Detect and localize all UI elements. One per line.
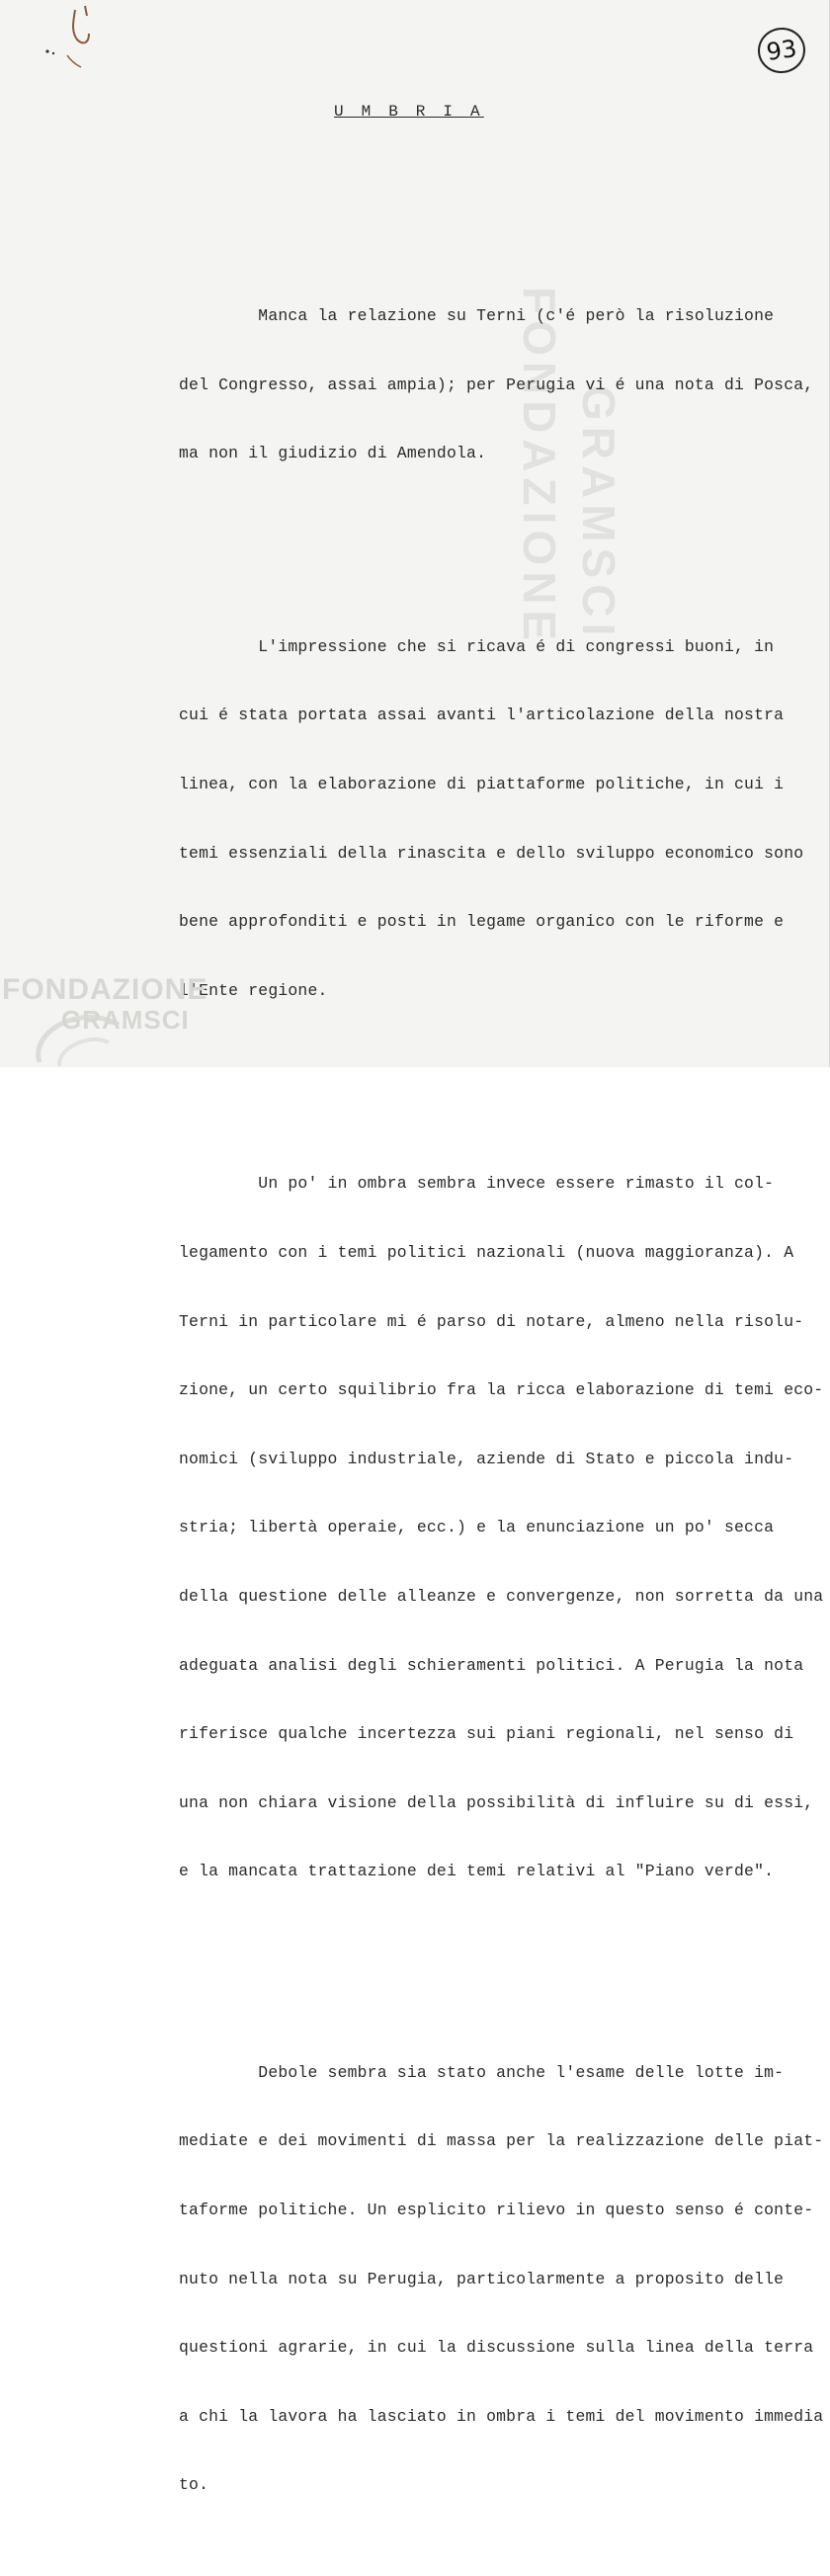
- text-line: Manca la relazione su Terni (c'é però la risoluzione: [179, 306, 775, 325]
- text-line: cui é stata portata assai avanti l'articolazione della nostra: [179, 706, 785, 725]
- page-number: 93: [764, 35, 799, 66]
- text-line: della questione delle alleanze e convergenze, non sorretta da una: [179, 1586, 824, 1606]
- text-line: linea, con la elaborazione di piattaforme politiche, in cui i: [179, 774, 785, 793]
- text-line: e la mancata trattazione dei temi relativi al "Piano verde".: [179, 1862, 775, 1881]
- text-line: l'Ente regione.: [179, 980, 328, 1000]
- text-line: nomici (sviluppo industriale, aziende di Stato e piccola indu-: [179, 1449, 794, 1468]
- text-line: riferisce qualche incertezza sui piani regionali, nel senso di: [179, 1724, 794, 1744]
- paragraph: [179, 2020, 824, 2538]
- paragraph: [179, 1130, 824, 1925]
- text-line: to.: [179, 2475, 209, 2495]
- pencil-mark-icon: [28, 4, 97, 69]
- text-line: Debole sembra sia stato anche l'esame delle lotte im-: [179, 2062, 785, 2082]
- text-line: Terni in particolare mi é parso di notare, almeno nella risolu-: [179, 1311, 804, 1331]
- watermark-text-line2: GRAMSCI: [61, 1005, 190, 1035]
- document-body: [179, 225, 824, 2576]
- text-line: a chi la lavora ha lasciato in ombra i temi del movimento immedia: [179, 2406, 824, 2426]
- text-line: del Congresso, assai ampia); per Perugia vi é una nota di Posca,: [179, 374, 814, 394]
- text-line: adeguata analisi degli schieramenti politici. A Perugia la nota: [179, 1655, 804, 1675]
- text-line: bene approfonditi e posti in legame organico con le riforme e: [179, 912, 785, 932]
- text-line: mediate e dei movimenti di massa per la realizzazione delle piat-: [179, 2131, 824, 2151]
- text-line: una non chiara visione della possibilità di influire su di essi,: [179, 1792, 814, 1812]
- watermark-logo: [0, 963, 208, 1067]
- svg-text:GRAMSCI: GRAMSCI: [573, 385, 624, 642]
- page-title: U M B R I A: [334, 103, 484, 121]
- svg-text:FONDAZIONE: FONDAZIONE: [514, 287, 565, 647]
- text-line: nuto nella nota su Perugia, particolarmente a proposito delle: [179, 2269, 785, 2288]
- text-line: zione, un certo squilibrio fra la ricca elaborazione di temi eco-: [179, 1380, 824, 1400]
- paragraph: [179, 594, 821, 1044]
- text-line: temi essenziali della rinascita e dello sviluppo economico sono: [179, 843, 804, 863]
- text-line: questioni agrarie, in cui la discussione sulla linea della terra: [179, 2338, 814, 2358]
- paragraph: [179, 263, 821, 507]
- text-line: stria; libertà operaie, ecc.) e la enunciazione un po' secca: [179, 1518, 775, 1537]
- text-line: taforme politiche. Un esplicito rilievo in questo senso é conte-: [179, 2201, 814, 2220]
- text-line: Un po' in ombra sembra invece essere rimasto il col-: [179, 1174, 775, 1194]
- text-line: legamento con i temi politici nazionali (nuova maggioranza). A: [179, 1242, 794, 1262]
- page-number-stamp: [755, 25, 808, 76]
- watermark-text-line1: FONDAZIONE: [2, 973, 208, 1006]
- text-line: ma non il giudizio di Amendola.: [179, 444, 487, 463]
- text-line: L'impressione che si ricava é di congressi buoni, in: [179, 636, 775, 656]
